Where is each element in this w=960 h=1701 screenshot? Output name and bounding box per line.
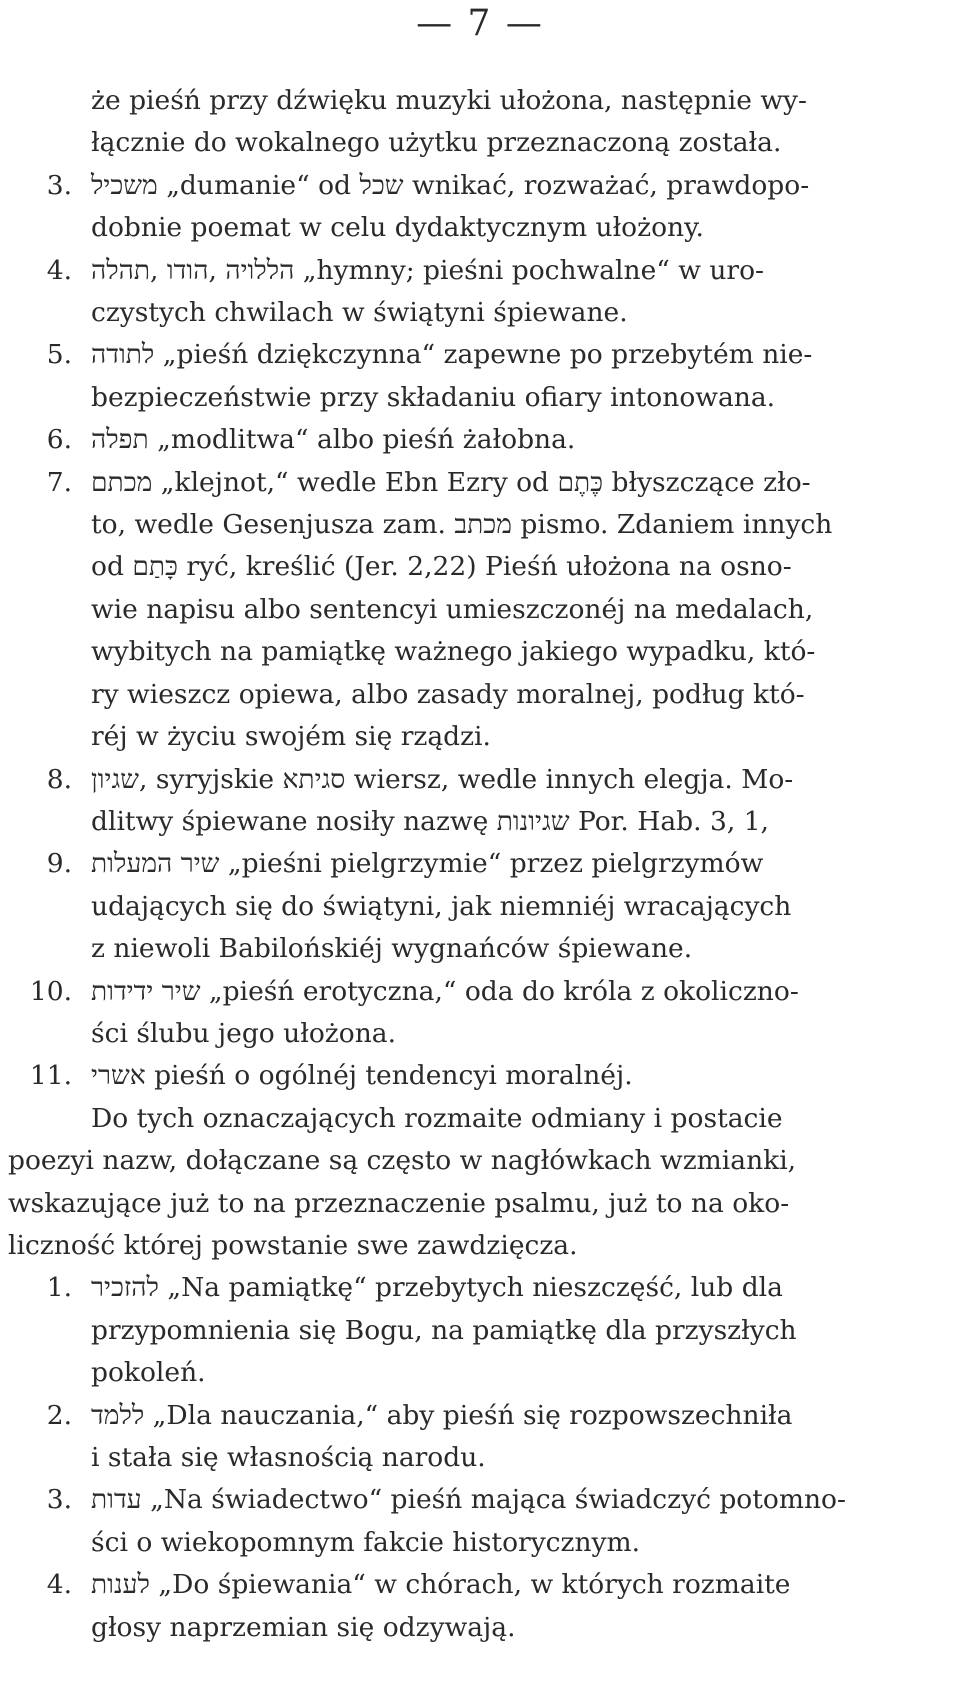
- hebrew-term: מכתם: [91, 466, 153, 498]
- numbered-item: [8, 250, 943, 335]
- text-line: łącznie do wokalnego użytku przeznaczoną została.: [91, 127, 782, 159]
- hebrew-term: כָּתַם: [132, 551, 178, 583]
- hebrew-term: תהלה: [91, 254, 151, 286]
- hebrew-term: ללמד: [91, 1399, 145, 1431]
- item-number: 6.: [46, 424, 72, 456]
- text-line: udających się do świątyni, jak niemniéj wracających: [91, 890, 792, 922]
- text-line: z niewoli Babilońskiéj wygnańców śpiewane.: [91, 933, 693, 965]
- text-line: przypomnienia się Bogu, na pamiątkę dla przyszłych: [91, 1314, 797, 1346]
- item-number: 7.: [46, 466, 72, 498]
- text-line: liczność której powstanie swe zawdzięcza.: [8, 1229, 578, 1261]
- hebrew-term: לתודה: [91, 339, 155, 371]
- hebrew-term: תפלה: [91, 424, 149, 456]
- item-number: 9.: [46, 848, 72, 880]
- text-line: 3. עדות „Na świadectwo“ pieśń mająca świadczyć potomno-: [8, 1479, 943, 1521]
- text-line: że pieśń przy dźwięku muzyki ułożona, następnie wy-: [91, 85, 807, 116]
- hebrew-term: שיר המעלות: [91, 848, 220, 880]
- numbered-item: [8, 419, 943, 461]
- item-number: 2.: [46, 1399, 72, 1431]
- item-number: 10.: [29, 975, 72, 1007]
- text-line: wybitych na pamiątkę ważnego jakiego wypadku, któ-: [91, 636, 816, 668]
- text-line: dlitwy śpiewane nosiły nazwę שגיונות Por. Hab. 3, 1,: [91, 805, 769, 837]
- hebrew-term: אשרי: [91, 1060, 146, 1092]
- item-number: 3.: [46, 169, 72, 201]
- hebrew-term: הודו: [166, 254, 209, 286]
- continued-paragraph: [8, 80, 943, 165]
- text-line: ści o wiekopomnym fakcie historycznym.: [91, 1526, 641, 1558]
- numbered-item: [8, 1055, 943, 1097]
- text-line: 3. משכיל „dumanie“ od שכל wnikać, rozważać, prawdopo-: [8, 165, 943, 207]
- text-line: dobnie poemat w celu dydaktycznym ułożony.: [91, 212, 704, 244]
- text-line: 6. תפלה „modlitwa“ albo pieśń żałobna.: [8, 419, 943, 461]
- text-line: 7. מכתם „klejnot,“ wedle Ebn Ezry od כֶּתֶם błyszczące zło-: [8, 462, 943, 504]
- text-line: wskazujące już to na przeznaczenie psalmu, już to na oko-: [8, 1187, 790, 1219]
- numbered-item: [8, 165, 943, 250]
- text-line: 5. לתודה „pieśń dziękczynna“ zapewne po przebytém nie-: [8, 334, 943, 376]
- text-line: 9. שיר המעלות „pieśni pielgrzymie“ przez pielgrzymów: [8, 843, 943, 885]
- text-line: poezyi nazw, dołączane są często w nagłówkach wzmianki,: [8, 1145, 797, 1177]
- hebrew-term: שגיון: [91, 763, 139, 795]
- text-line: pokoleń.: [91, 1357, 206, 1389]
- hebrew-term: משכיל: [91, 169, 158, 201]
- text-line: 1. להזכיר „Na pamiątkę“ przebytych nieszczęść, lub dla: [8, 1267, 943, 1309]
- text-line: bezpieczeństwie przy składaniu ofiary intonowana.: [91, 381, 776, 413]
- numbered-item: [8, 334, 943, 419]
- item-number: 8.: [46, 763, 72, 795]
- hebrew-term: סגיתא: [282, 763, 346, 795]
- text-line: 10. שיר ידידות „pieśń erotyczna,“ oda do króla z okoliczno-: [8, 971, 943, 1013]
- page-body-text: [8, 80, 943, 1649]
- numbered-item: [8, 1564, 943, 1649]
- text-line: 4. תהלה, הודו, הללויה „hymny; pieśni pochwalne“ w uro-: [8, 250, 943, 292]
- text-line: 11. אשרי pieśń o ogólnéj tendencyi moralnéj.: [8, 1055, 943, 1097]
- numbered-item: [8, 759, 943, 844]
- text-line: od כָּתַם ryć, kreślić (Jer. 2,22) Pieśń ułożona na osno-: [91, 551, 792, 583]
- text-line: wie napisu albo sentencyi umieszczonéj na medalach,: [91, 593, 814, 625]
- text-line: ści ślubu jego ułożona.: [91, 1017, 396, 1049]
- item-number: 3.: [46, 1484, 72, 1516]
- hebrew-term: שגיונות: [496, 805, 570, 837]
- numbered-item: [8, 1395, 943, 1480]
- page-number-header: — 7 —: [416, 3, 544, 44]
- hebrew-term: שיר ידידות: [91, 975, 201, 1007]
- numbered-item: [8, 971, 943, 1056]
- numbered-item: [8, 1267, 943, 1394]
- text-line: i stała się własnością narodu.: [91, 1442, 486, 1473]
- item-number: 1.: [46, 1272, 72, 1304]
- hebrew-term: עדות: [91, 1484, 142, 1516]
- item-number: 4.: [46, 1569, 72, 1601]
- hebrew-term: לענות: [91, 1569, 150, 1601]
- numbered-item: [8, 1479, 943, 1564]
- hebrew-term: להזכיר: [91, 1272, 159, 1304]
- text-line: Do tych oznaczających rozmaite odmiany i postacie: [91, 1102, 783, 1134]
- hebrew-term: כֶּתֶם: [557, 466, 604, 498]
- text-line: 2. ללמד „Dla nauczania,“ aby pieśń się rozpowszechniła: [8, 1395, 943, 1437]
- paragraph: [8, 1098, 943, 1268]
- item-number: 11.: [29, 1060, 72, 1092]
- text-line: 8. שגיון, syryjskie סגיתא wiersz, wedle innych elegja. Mo-: [8, 759, 943, 801]
- hebrew-term: הללויה: [225, 254, 295, 286]
- item-number: 5.: [46, 339, 72, 371]
- text-line: ry wieszcz opiewa, albo zasady moralnej, podług któ-: [91, 678, 805, 710]
- text-line: 4. לענות „Do śpiewania“ w chórach, w których rozmaite: [8, 1564, 943, 1606]
- numbered-item: [8, 843, 943, 970]
- text-line: to, wedle Gesenjusza zam. מכתב pismo. Zdaniem innych: [91, 509, 833, 541]
- text-line: czystych chwilach w świątyni śpiewane.: [91, 297, 628, 329]
- hebrew-term: שכל: [359, 169, 404, 201]
- numbered-item: [8, 462, 943, 759]
- text-line: réj w życiu swojém się rządzi.: [91, 721, 491, 753]
- hebrew-term: מכתב: [454, 509, 512, 541]
- item-number: 4.: [46, 254, 72, 286]
- text-line: głosy naprzemian się odzywają.: [91, 1611, 516, 1643]
